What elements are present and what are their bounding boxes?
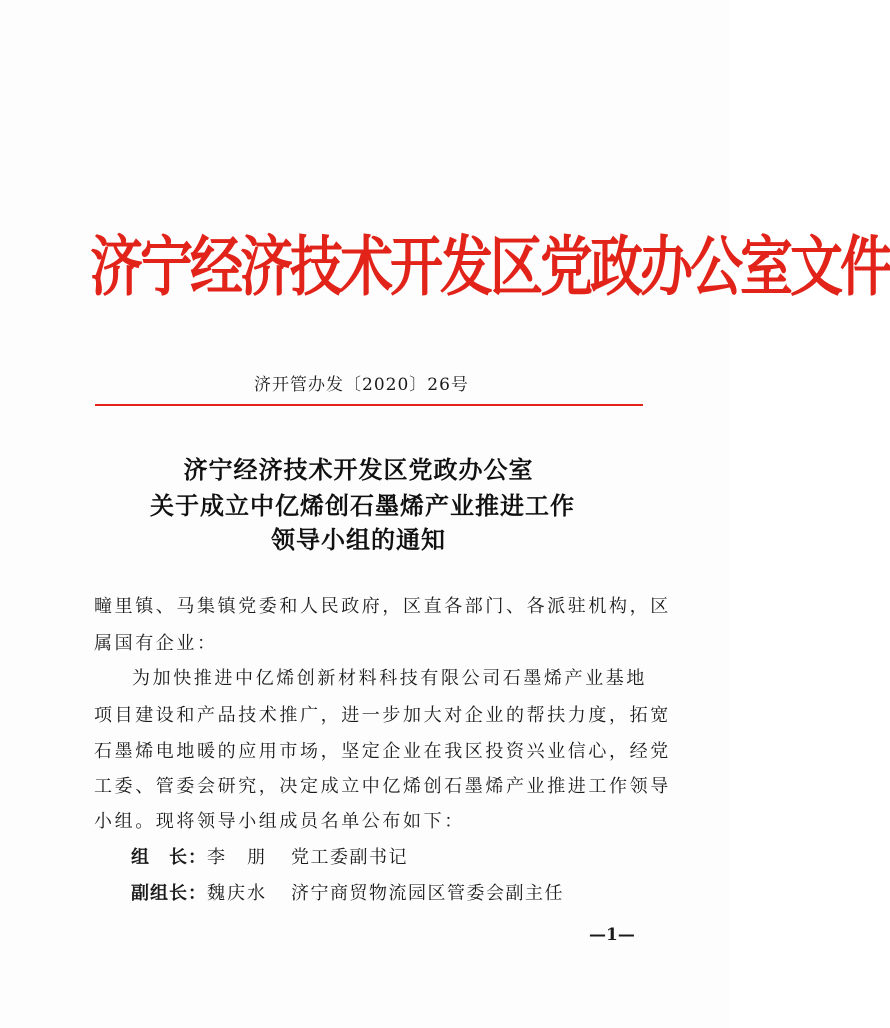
member-row [131, 879, 564, 905]
document-number: 济开管办发〔2020〕26号 [254, 375, 469, 395]
member-role: 组 长： [131, 847, 207, 868]
member-row [131, 843, 408, 869]
member-position: 济宁商贸物流园区管委会副主任 [291, 883, 564, 904]
paragraph-line-4: 工委、管委会研究，决定成立中亿烯创石墨烯产业推进工作领导 [94, 776, 671, 797]
paragraph-line-1: 为加快推进中亿烯创新材料科技有限公司石墨烯产业基地 [132, 668, 647, 689]
member-name: 魏庆水 [207, 883, 267, 904]
paragraph-line-2: 项目建设和产品技术推广，进一步加大对企业的帮扶力度，拓宽 [94, 705, 671, 726]
header-divider [95, 404, 643, 406]
paragraph-line-5: 小组。现将领导小组成员名单公布如下： [94, 811, 465, 832]
recipients-line-1: 疃里镇、马集镇党委和人民政府，区直各部门、各派驻机构，区 [94, 596, 671, 617]
page-number: —1— [589, 925, 635, 945]
notice-title-line-3: 领导小组的通知 [271, 525, 446, 554]
member-position: 党工委副书记 [291, 847, 408, 868]
recipients-line-2: 属国有企业： [94, 633, 218, 654]
member-role: 副组长： [131, 883, 207, 904]
notice-title-line-2: 关于成立中亿烯创石墨烯产业推进工作 [150, 491, 575, 520]
document-header-title: 济宁经济技术开发区党政办公室文件 [90, 228, 890, 305]
member-name: 李 朋 [207, 847, 267, 868]
paragraph-line-3: 石墨烯电地暖的应用市场，坚定企业在我区投资兴业信心，经党 [94, 741, 671, 762]
notice-title-line-1: 济宁经济技术开发区党政办公室 [183, 455, 534, 484]
